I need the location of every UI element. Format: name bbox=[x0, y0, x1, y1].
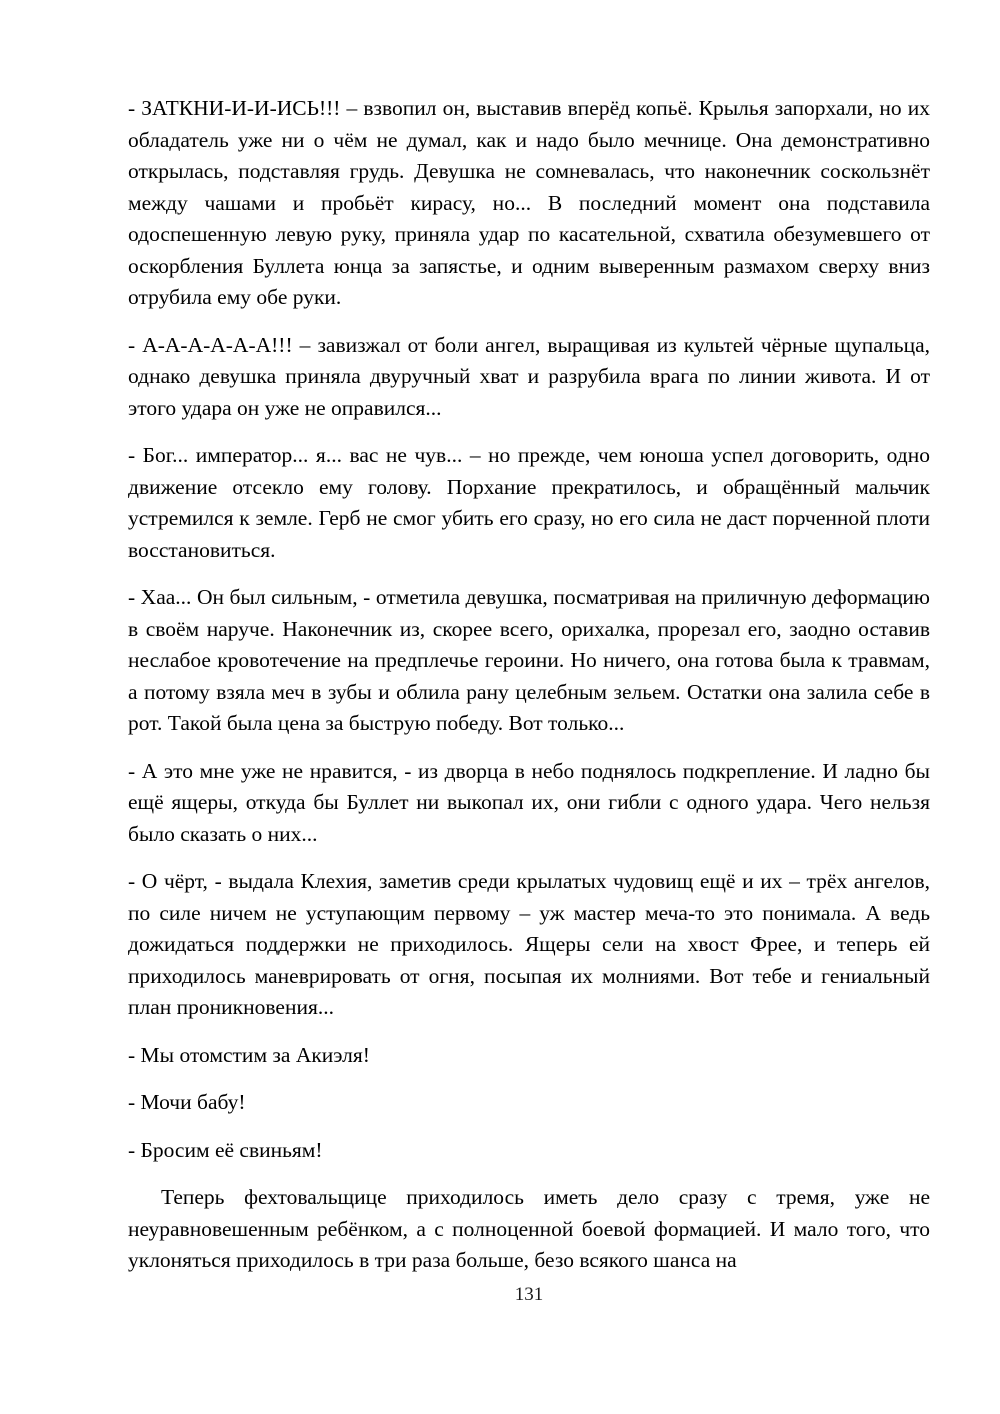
page-number: 131 bbox=[514, 1283, 544, 1305]
paragraph-5: - А это мне уже не нравится, - из дворца в небо поднялось подкрепление. И ладно бы ещё ящеры, откуда бы Буллет ни выкопал их, они гибли с одного удара. Чего нельзя было сказать о них... bbox=[128, 758, 930, 846]
paragraph-6: - О чёрт, - выдала Клехия, заметив среди крылатых чудовищ ещё и их – трёх ангелов, по силе ничем не уступающим первому – уж мастер меча-то это понимала. А ведь дожидаться поддержки не приходилось. Ящеры сели на хвост Фрее, и теперь ей приходилось маневрировать от огня, посыпая их молниями. Вот тебе и гениальный план проникновения... bbox=[128, 869, 930, 1019]
dialogue-line-1: - Мы отомстим за Акиэля! bbox=[128, 1042, 370, 1067]
dialogue-line-3: - Бросим её свиньям! bbox=[128, 1137, 323, 1162]
paragraph-7: Теперь фехтовальщице приходилось иметь дело сразу с тремя, уже не неуравновешенным ребёнком, а с полноценной боевой формацией. И мало того, что уклоняться приходилось в три раза больше, безо всякого шанса на bbox=[128, 1185, 930, 1272]
paragraph-3: - Бог... император... я... вас не чув... – но прежде, чем юноша успел договорить, одно движение отсекло ему голову. Порхание прекратилось, и обращённый мальчик устремился к земле. Герб не смог убить его сразу, но его сила не даст порченной плоти восстановиться. bbox=[128, 443, 930, 562]
paragraph-2: - А-А-А-А-А-А!!! – завизжал от боли ангел, выращивая из культей чёрные щупальца, однако девушка приняла двуручный хват и разрубила врага по линии живота. И от этого удара он уже не оправился... bbox=[128, 332, 930, 420]
paragraph-1: - ЗАТКНИ-И-И-ИСЬ!!! – взвопил он, выставив вперёд копьё. Крылья запорхали, но их обладатель уже ни о чём не думал, как и надо было мечнице. Она демонстративно открылась, подставляя грудь. Девушка не сомневалась, что наконечник соскользнёт между чашами и пробьёт кирасу, но... В последний момент она подставила одоспешенную левую руку, приняла удар по касательной, схватила обезумевшего от оскорбления Буллета юнца за запястье, и одним выверенным размахом сверху вниз отрубила ему обе руки. bbox=[128, 96, 930, 309]
dialogue-line-2: - Мочи бабу! bbox=[128, 1090, 246, 1114]
paragraph-4: - Хаа... Он был сильным, - отметила девушка, посматривая на приличную деформацию в своём наруче. Наконечник из, скорее всего, орихалка, прорезал его, заодно оставив неслабое кровотечение на предплечье героини. Но ничего, она готова была к травмам, а потому взяла меч в зубы и облила рану целебным зельем. Остатки она залила себе в рот. Такой была цена за быструю победу. Вот только... bbox=[128, 585, 930, 735]
